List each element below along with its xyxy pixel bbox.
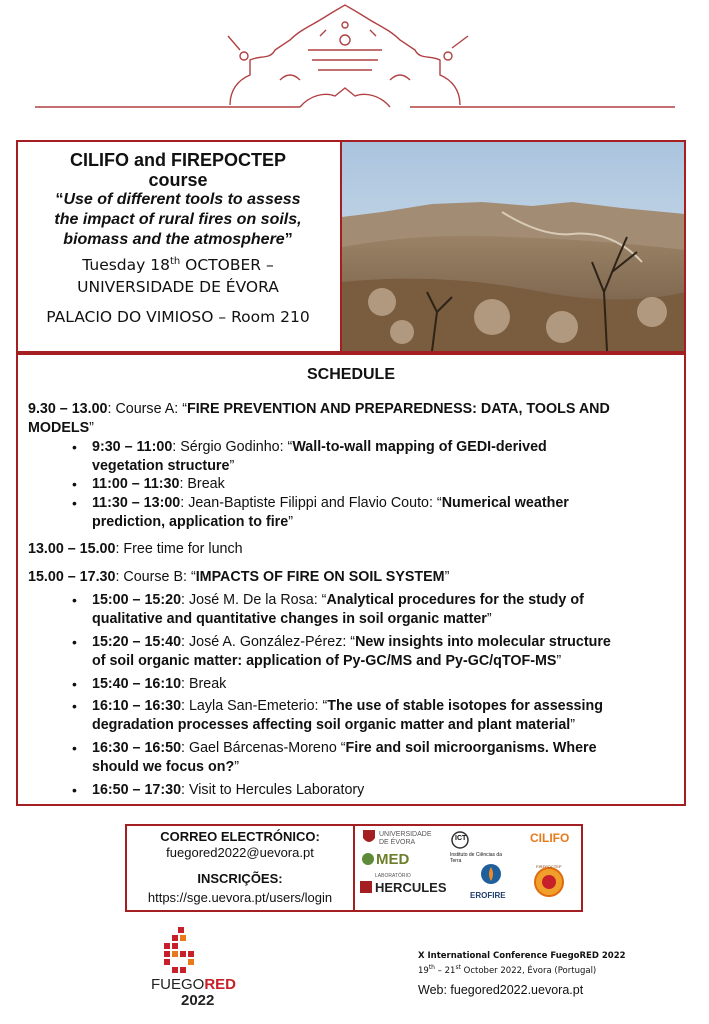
lunch-break: 13.00 – 15.00: Free time for lunch (28, 541, 243, 557)
schedule-item: • 11:00 – 11:30: Break (72, 476, 225, 492)
palace-facade-ornament (0, 0, 709, 120)
erofire-logo-icon (479, 862, 503, 886)
email-label: CORREO ELECTRÓNICO: (160, 829, 320, 844)
schedule-item: • 16:30 – 16:50: Gael Bárcenas-Moreno “Fire and soil microorganisms. Where should we focus on?” (72, 740, 597, 775)
cilifo-logo: CILIFO (530, 831, 570, 845)
course-subtitle: course (148, 170, 208, 190)
course-title-block (18, 142, 338, 351)
ict-logo-subtext: Instituto de Ciências da Terra (450, 852, 502, 864)
university-name: UNIVERSIDADE DE ÉVORA (77, 278, 279, 297)
signup-label: INSCRIÇÕES: (197, 871, 283, 886)
email-address[interactable]: fuegored2022@uevora.pt (166, 845, 314, 860)
hercules-logo-text: HERCULES (375, 880, 447, 895)
course-date: Tuesday 18th OCTOBER – (82, 256, 274, 275)
firepoctep-logo-text: FIREPOCTEP (536, 864, 562, 869)
schedule-title: SCHEDULE (306, 366, 395, 383)
ict-logo-text: ICT (455, 835, 467, 842)
fuegored-brand: FUEGORED 2022 (151, 976, 237, 1009)
lab-logo-text: LABORATÓRIO (375, 873, 411, 879)
schedule-item: • 9:30 – 11:00: Sérgio Godinho: “Wall-to-wall mapping of GEDI-derived vegetation structure” (72, 439, 547, 474)
schedule-item: • 16:10 – 16:30: Layla San-Emeterio: “The use of stable isotopes for assessing degradation processes affecting soil organic matter and plant material” (72, 698, 603, 733)
schedule-item: • 15:20 – 15:40: José A. González-Pérez: “New insights into molecular structure of soil organic matter: application of Py-GC/MS and Py-GC/qTOF-MS” (72, 634, 611, 669)
conference-website[interactable]: Web: fuegored2022.uevora.pt (418, 983, 584, 997)
uevora-logo-icon (361, 828, 377, 846)
burned-landscape-photo (340, 142, 684, 351)
schedule-item: • 15:40 – 16:10: Break (72, 676, 227, 692)
conference-info: X International Conference FuegoRED 2022 19th – 21st October 2022, Évora (Portugal) (418, 951, 626, 976)
signup-link[interactable]: https://sge.uevora.pt/users/login (147, 890, 333, 905)
erofire-logo-text: EROFIRE (470, 891, 506, 900)
schedule-item: • 15:00 – 15:20: José M. De la Rosa: “Analytical procedures for the study of qualitative and quantitative changes in soil organic matter” (72, 592, 584, 627)
hercules-logo-icon (359, 880, 373, 894)
course-title: CILIFO and FIREPOCTEP (69, 150, 286, 170)
med-logo-text: MED (376, 851, 410, 868)
med-logo-icon (361, 852, 375, 866)
uevora-logo-text: UNIVERSIDADE DE ÉVORA (379, 831, 432, 846)
course-a-header: 9.30 – 13.00: Course A: “FIRE PREVENTION AND PREPAREDNESS: DATA, TOOLS AND MODELS” (28, 401, 610, 436)
schedule-item: • 11:30 – 13:00: Jean-Baptiste Filippi and Flavio Couto: “Numerical weather prediction, application to fire” (72, 495, 569, 530)
course-topic: “Use of different tools to assess the impact of rural fires on soils, biomass and the atmosphere” (54, 191, 302, 248)
venue: PALACIO DO VIMIOSO – Room 210 (46, 308, 310, 327)
partner-logos (353, 826, 581, 910)
schedule-item: • 16:50 – 17:30: Visit to Hercules Laboratory (72, 782, 365, 798)
course-b-header: 15.00 – 17.30: Course B: “IMPACTS OF FIRE ON SOIL SYSTEM” (28, 569, 450, 585)
contact-info (127, 826, 353, 910)
